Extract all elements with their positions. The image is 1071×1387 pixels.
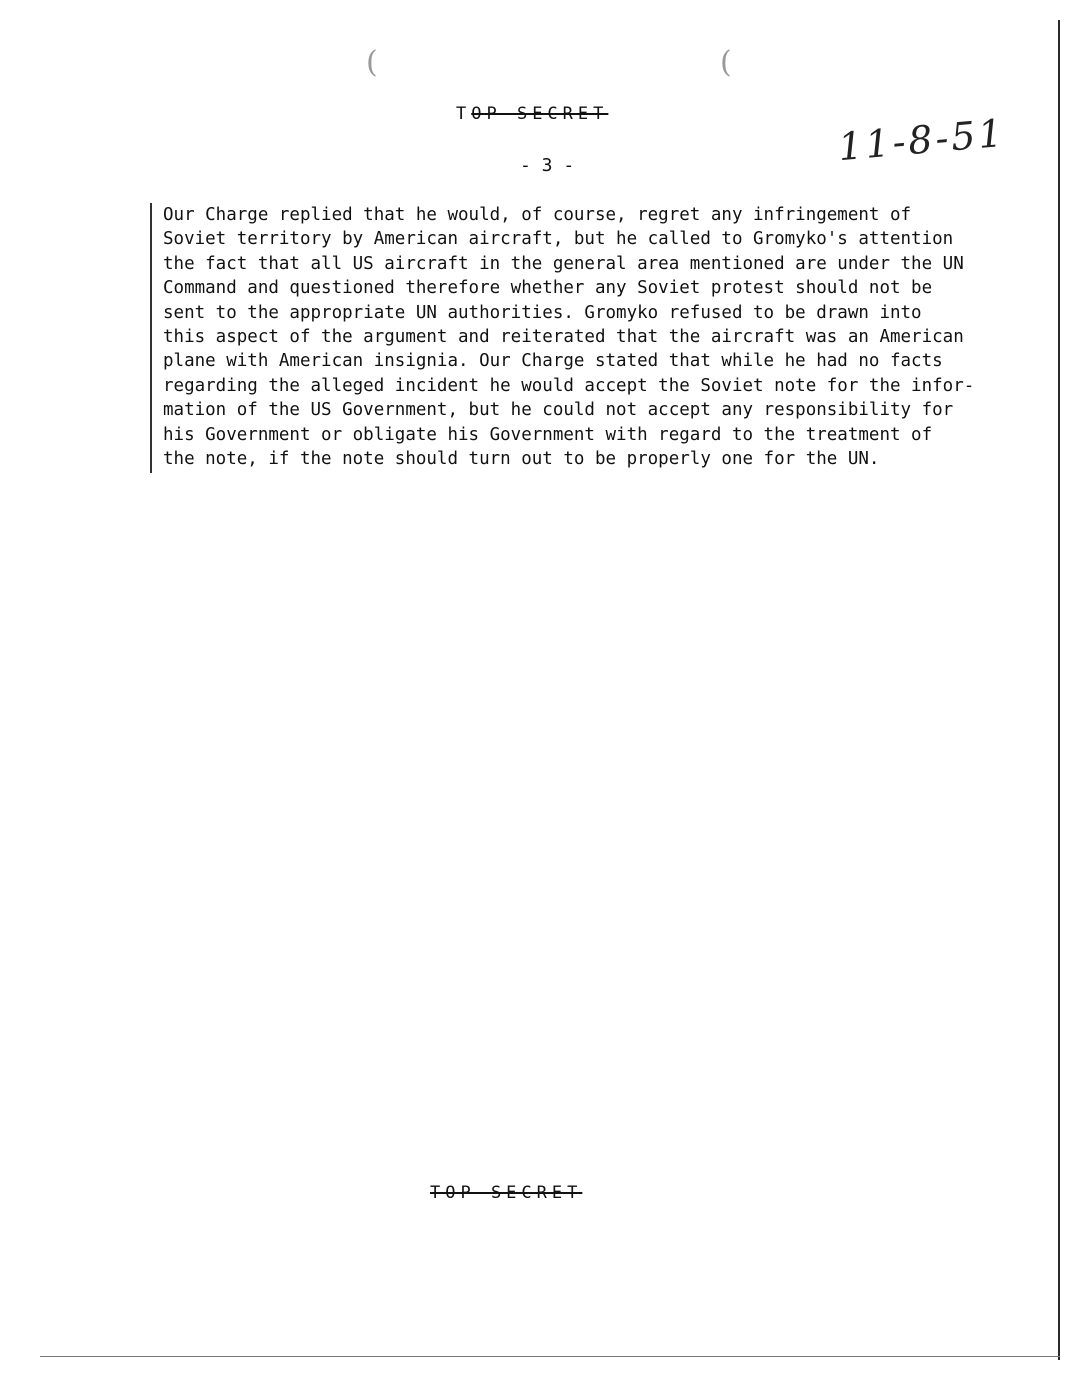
body-line: Soviet territory by American aircraft, but he called to Gromyko's attention [163,229,954,250]
body-line: Our Charge replied that he would, of course, regret any infringement of [163,205,912,225]
body-line: Command and questioned therefore whether any Soviet protest should not be [163,278,933,299]
footer-classification-marking [430,1183,582,1203]
body-line: mation of the US Government, but he could not accept any responsibility for [163,400,954,421]
faint-paren-mark: ( [366,45,378,80]
page-edge-bottom [40,1356,1060,1357]
body-line: sent to the appropriate UN authorities. Gromyko refused to be drawn into [163,302,922,323]
classification-struck-text: OP SECRET [471,104,609,124]
page-edge-right [1058,20,1060,1360]
body-paragraph [163,203,993,471]
footer-classification-text: TOP SECRET [430,1183,583,1203]
page-number: - 3 - [520,155,575,176]
body-line: plane with American insignia. Our Charge stated that while he had no facts [163,351,943,372]
body-line: the note, if the note should turn out to be properly one for the UN. [163,448,880,469]
body-line: the fact that all US aircraft in the general area mentioned are under the UN [163,253,964,274]
faint-paren-mark: ( [720,45,732,80]
margin-marker-line [150,203,152,473]
header-classification-marking [456,104,608,124]
classification-first-letter: T [456,104,472,124]
body-line: regarding the alleged incident he would accept the Soviet note for the infor- [163,375,975,396]
body-line: this aspect of the argument and reiterated that the aircraft was an American [163,326,964,347]
body-line: his Government or obligate his Government with regard to the treatment of [163,424,933,445]
handwritten-date: 11-8-51 [836,110,1008,170]
